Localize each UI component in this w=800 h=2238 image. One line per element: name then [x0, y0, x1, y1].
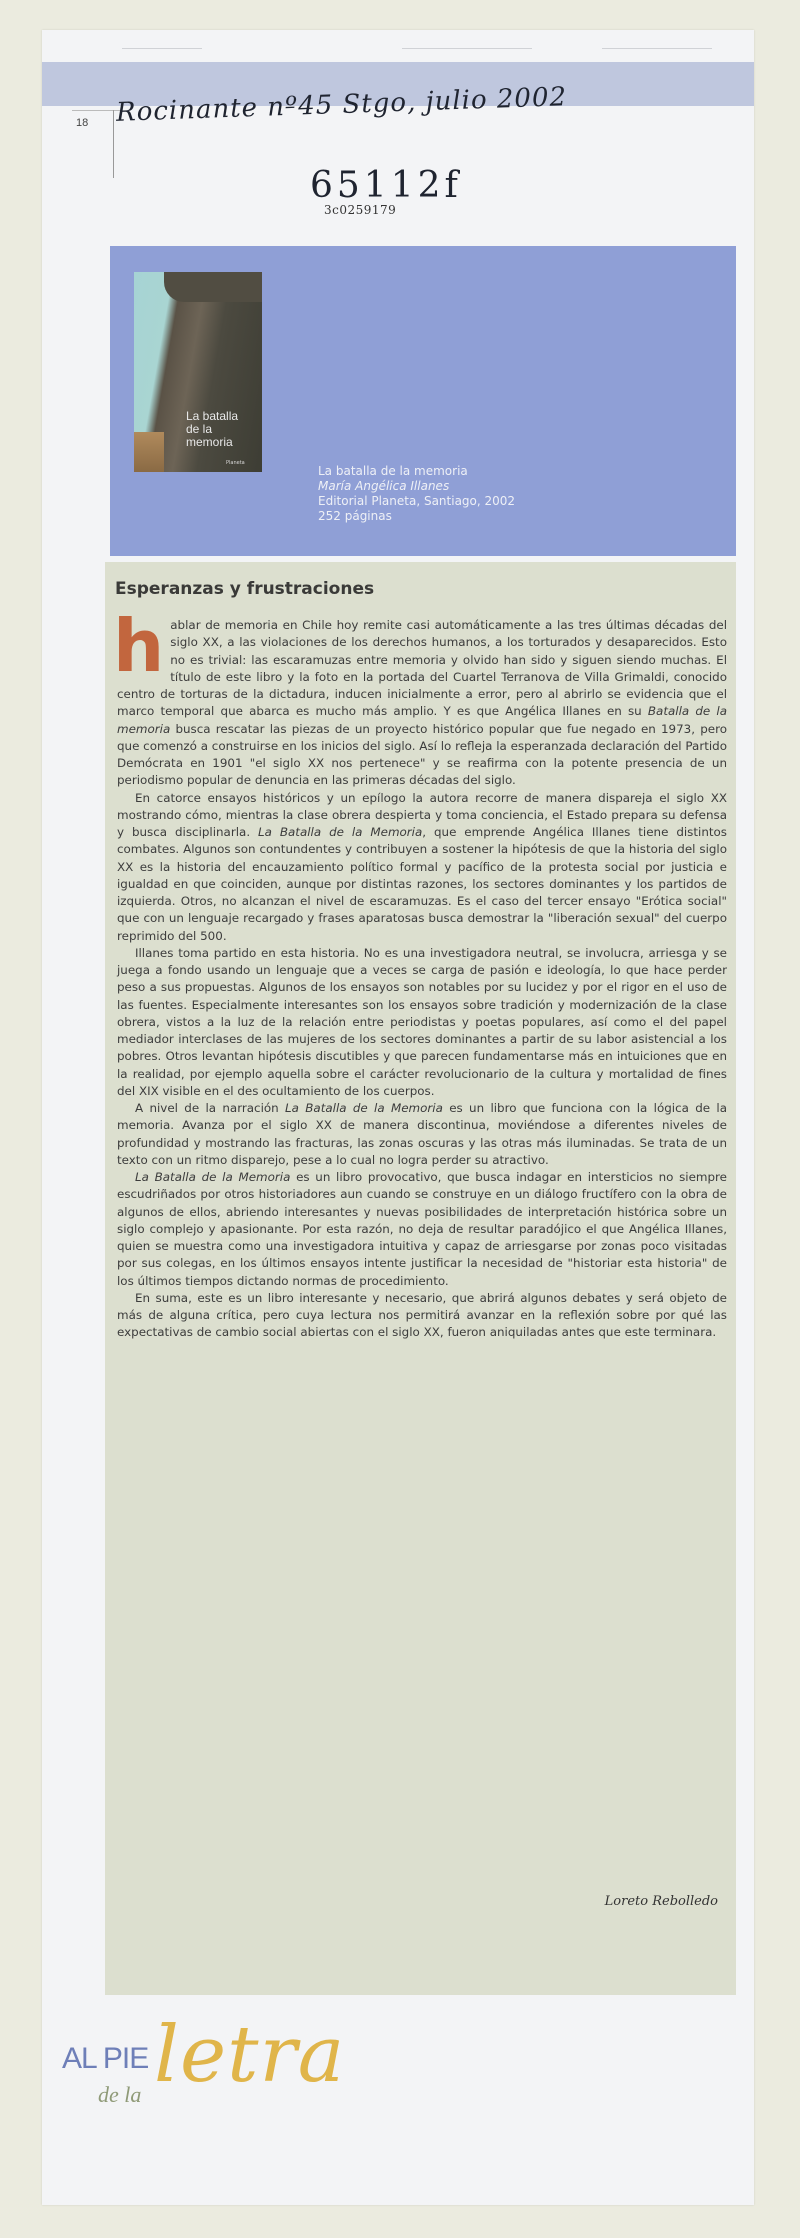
cover-title-line: La batalla	[186, 409, 239, 423]
paragraph-text: , que emprende Angélica Illanes tiene distintos combates. Algunos son contundentes y contribuyen a sostener la hipótesis de que la historia del siglo XX es la historia del encauzamiento político formal y pacífico de la protesta social por justicia e igualdad en que coinciden, aunque por distintas razones, los sectores dominantes y los partidos de izquierda. Otros, no alcanzan el nivel de escaramuzas. Es el caso del tercer ensayo "Erótica social" que con un lenguaje recargado y frases aparatosas busca demostrar la "liberación sexual" del cuerpo reprimido del 500.	[117, 825, 727, 943]
article-body	[113, 604, 727, 1342]
book-details	[318, 464, 515, 524]
article-paragraph	[113, 604, 727, 790]
margin-rule	[72, 110, 122, 111]
article-paragraph	[117, 1169, 727, 1290]
paragraph-text: ablar de memoria en Chile hoy remite casi automáticamente a las tres últimas décadas del siglo XX, a las violaciones de los derechos humanos, a los torturados y desaparecidos. Esto no es trivial: las escaramuzas entre memoria y olvido han sido y siguen siendo muchas. El título de este libro y la foto en la portada del Cuartel Terranova de Villa Grimaldi, conocido centro de torturas de la dictadura, inducen inicialmente a error, pero al abrirlo se evidencia que el marco temporal que abarca es mucho más amplio. Y es que Angélica Illanes en su	[117, 618, 727, 719]
section-logo	[62, 2000, 362, 2110]
book-title-reference: La Batalla de la Memoria	[258, 825, 423, 839]
book-title: La batalla de la memoria	[318, 464, 468, 478]
book-info-box	[110, 246, 736, 556]
book-cover-image	[134, 272, 262, 472]
paragraph-text: es un libro que funciona con la lógica de la memoria. Avanza por el siglo XX de manera discontinua, moviéndose a diferentes niveles de profundidad y mostrando las fracturas, las zonas oscuras y las otras más iluminadas. Se trata de un texto con un ritmo disparejo, pese a lo cual no logra perder su atractivo.	[117, 1101, 727, 1167]
article-heading: Esperanzas y frustraciones	[115, 579, 375, 599]
logo-al-pie: AL PIE	[62, 2042, 149, 2075]
handwritten-catalog-number: 65112f	[310, 165, 462, 206]
article-paragraph	[117, 945, 727, 1100]
handwritten-barcode-number: 3c0259179	[324, 203, 397, 217]
paragraph-text: En catorce ensayos históricos y un epílogo la autora recorre de manera dispareja el siglo XX mostrando cómo, mientras la clase obrera despierta y toma conciencia, el Estado prepara su defensa y busca disciplinarla.	[117, 790, 727, 839]
article-paragraph	[117, 790, 727, 945]
paragraph-text: es un libro provocativo, que busca indagar en intersticios no siempre escudriñados por otros historiadores aun cuando se construye en un diálogo fructífero con la obra de algunos de ellos, abriendo interesantes y nuevas posibilidades de interpretación histórica sobre un siglo complejo y apasionante. Por esta razón, no deja de resultar paradójico el que Angélica Illanes, quien se muestra como una investigadora intuitiva y capaz de arriesgarse por zonas poco visitadas por sus colegas, en los últimos ensayos intente justificar la necesidad de "historiar esta historia" de los últimos tiempos dictando normas de procedimiento.	[117, 1170, 727, 1288]
author-signature: Loreto Rebolledo	[604, 1894, 718, 1909]
top-rule	[402, 48, 532, 49]
review-article	[105, 562, 736, 1995]
cover-publisher: Planeta	[226, 460, 245, 466]
book-pages: 252 páginas	[318, 509, 392, 523]
cover-title	[186, 410, 238, 449]
book-title-reference: Batalla de la memoria	[117, 704, 727, 736]
book-title-reference: La Batalla de la Memoria	[135, 1170, 291, 1184]
page-number: 18	[76, 117, 89, 129]
handwritten-citation: Rocinante nº45 Stgo, julio 2002	[115, 82, 568, 128]
drop-cap: h	[113, 604, 165, 688]
logo-letra: letra	[154, 2010, 346, 2100]
paragraph-text: Illanes toma partido en esta historia. No es una investigadora neutral, se involucra, arriesga y se juega a fondo usando un lenguaje que a veces se carga de pasión e ideología, lo que hace perder peso a sus propuestas. Algunos de los ensayos son notables por su lucidez y por el rigor en el uso de las fuentes. Especialmente interesantes son los ensayos sobre tradición y modernización de la clase obrera, vistos a la luz de la relación entre periodistas y poetas populares, así como el del papel mediador interclases de las mujeres de los sectores dominantes a partir de su labor asistencial a los pobres. Otros levantan hipótesis discutibles y que parecen fundamentarse más en intuiciones que en la realidad, por ejemplo aquella sobre el carácter revolucionario de la cultura y mortalidad de fines del XIX visible en el des ocultamiento de los cuerpos.	[117, 945, 727, 1098]
book-author: María Angélica Illanes	[318, 479, 450, 493]
book-publisher: Editorial Planeta, Santiago, 2002	[318, 494, 516, 508]
logo-de-la: de la	[98, 2082, 142, 2107]
top-rule	[602, 48, 712, 49]
paragraph-text: En suma, este es un libro interesante y necesario, que abrirá algunos debates y será objeto de más de alguna crítica, pero cuya lectura nos permitirá avanzar en la reflexión sobre por qué las expectativas de cambio social abiertas con el siglo XX, fueron aniquiladas antes que este terminara.	[117, 1290, 727, 1340]
paragraph-text: busca rescatar las piezas de un proyecto histórico popular que fue negado en 1973, pero que comenzó a construirse en los inicios del siglo. Así lo refleja la esperanzada declaración del Partido Demócrata en 1901 "el siglo XX nos pertenece" y se reafirma con la potente presencia de un periodismo popular de denuncia en las primeras décadas del siglo.	[117, 721, 727, 788]
margin-line	[113, 110, 114, 178]
cover-strip-shape	[134, 432, 164, 472]
top-rule	[122, 48, 202, 49]
book-title-reference: La Batalla de la Memoria	[285, 1101, 443, 1115]
cover-rock-shape	[164, 272, 262, 302]
article-paragraph	[117, 1290, 727, 1342]
cover-title-line: memoria	[186, 435, 233, 449]
article-paragraph	[117, 1100, 727, 1169]
paragraph-text: A nivel de la narración	[135, 1101, 286, 1115]
cover-title-line: de la	[186, 422, 213, 436]
